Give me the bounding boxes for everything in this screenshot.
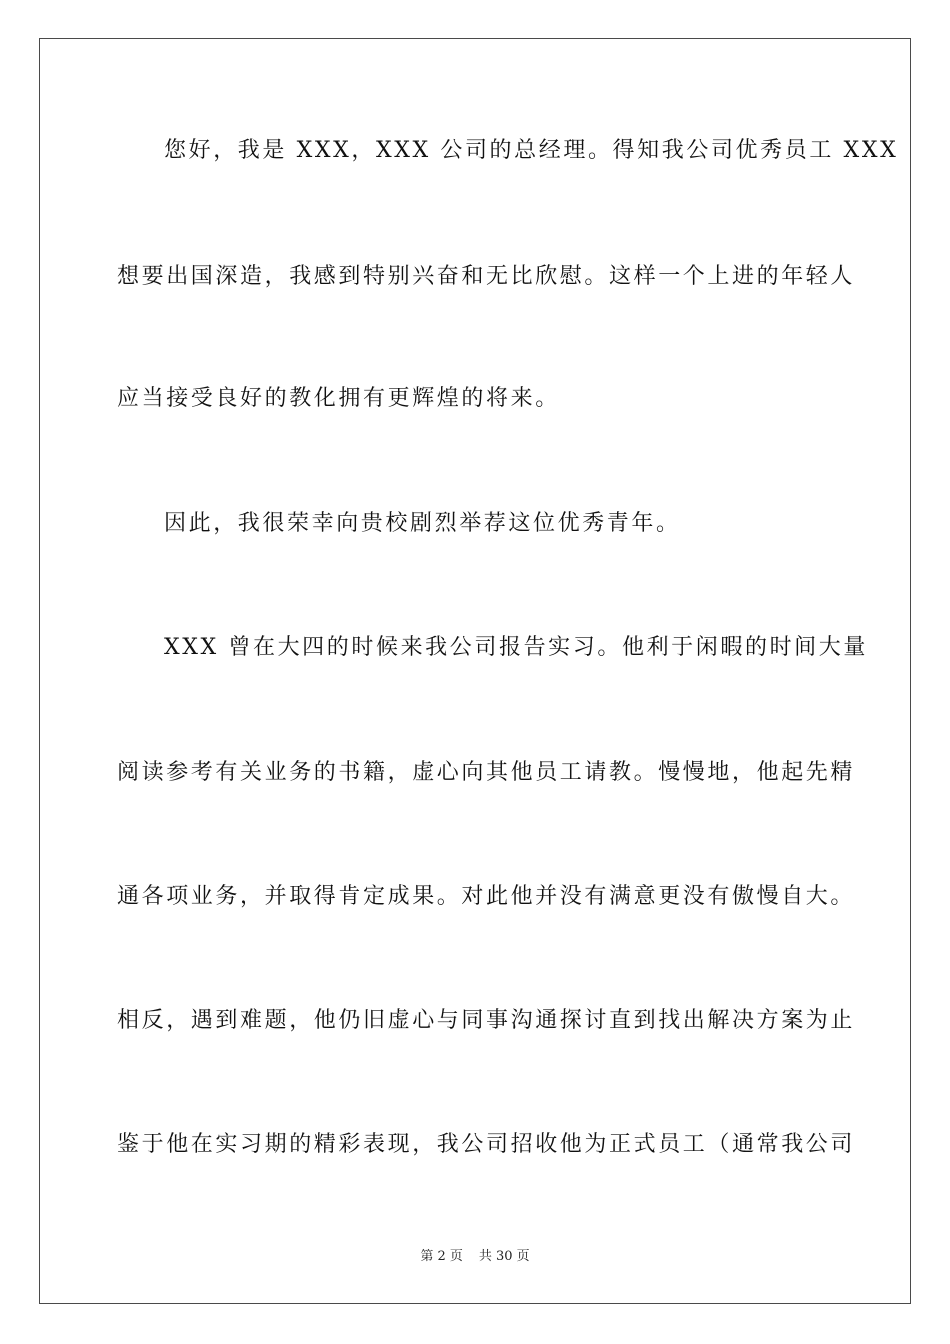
paragraph-line: 阅读参考有关业务的书籍，虚心向其他员工请教。慢慢地，他起先精 bbox=[117, 760, 856, 785]
paragraph-line: 通各项业务，并取得肯定成果。对此他并没有满意更没有傲慢自大。 bbox=[117, 884, 856, 909]
paragraph-line: 相反，遇到难题，他仍旧虚心与同事沟通探讨直到找出解决方案为止 bbox=[117, 1008, 856, 1033]
page-footer bbox=[0, 1248, 950, 1266]
paragraph-line: 应当接受良好的教化拥有更辉煌的将来。 bbox=[117, 386, 560, 411]
paragraph-line: 您好，我是 XXX，XXX 公司的总经理。得知我公司优秀员工 XXX bbox=[164, 138, 899, 163]
page-total: 共 30 页 bbox=[478, 1249, 530, 1264]
page-frame bbox=[39, 38, 911, 1304]
paragraph-line: 鉴于他在实习期的精彩表现，我公司招收他为正式员工（通常我公司 bbox=[117, 1132, 856, 1157]
paragraph-line: XXX 曾在大四的时候来我公司报告实习。他利于闲暇的时间大量 bbox=[164, 635, 868, 660]
paragraph-line: 想要出国深造，我感到特别兴奋和无比欣慰。这样一个上进的年轻人 bbox=[117, 264, 856, 289]
paragraph-line: 因此，我很荣幸向贵校剧烈举荐这位优秀青年。 bbox=[164, 511, 681, 536]
page-number: 第 2 页 bbox=[420, 1249, 463, 1264]
